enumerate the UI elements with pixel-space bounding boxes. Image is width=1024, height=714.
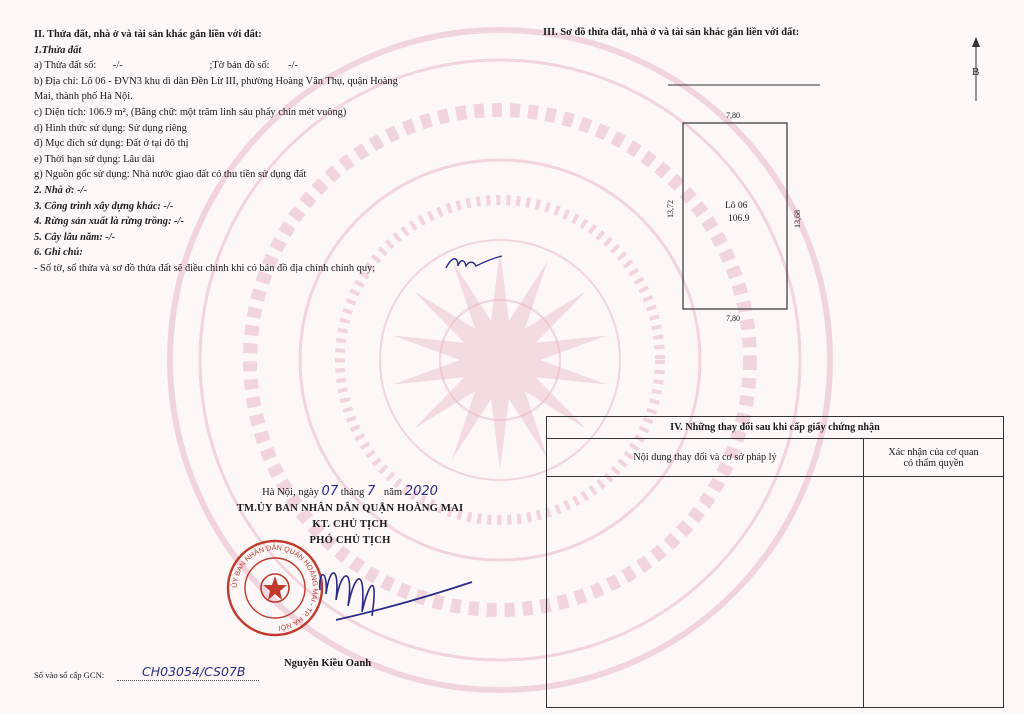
col-content-header: Nội dung thay đổi và cơ sở pháp lý	[547, 439, 864, 477]
right-dimension: 13,68	[793, 210, 802, 228]
north-label: B	[972, 66, 980, 78]
parcel-info	[34, 27, 514, 277]
issuing-org: TM.ỦY BAN NHÂN DÂN QUẬN HOÀNG MAI	[236, 503, 464, 514]
house-row: 2. Nhà ở: -/-	[34, 184, 87, 196]
notes-heading: 6. Ghi chú:	[34, 247, 83, 259]
signer-role: PHÓ CHỦ TỊCH	[309, 535, 391, 546]
changes-table	[546, 416, 1004, 708]
initials-scribble	[444, 252, 504, 274]
top-dimension: 7,80	[726, 111, 740, 120]
parcel-no-label: a) Thửa đất số:	[34, 60, 97, 72]
map-sheet-label: ;Tờ bản đồ số:	[209, 60, 270, 72]
parcel-heading: 1.Thửa đất	[34, 44, 82, 56]
handwritten-signature	[300, 560, 480, 630]
registry-number: CH03054/CS07B	[142, 664, 246, 679]
forest-row: 4. Rừng sản xuất là rừng trồng: -/-	[34, 216, 184, 228]
construction-row: 3. Công trình xây dựng khác: -/-	[34, 200, 174, 212]
area-row: c) Diện tích: 106.9 m², (Bằng chữ: một trăm linh sáu phẩy chín mét vuông)	[34, 106, 347, 118]
bottom-dimension: 7,80	[726, 314, 740, 323]
registry-label: Số vào sổ cấp GCN:	[34, 670, 105, 680]
seal-text: ỦY BAN NHÂN DÂN QUẬN HOÀNG MAI - TP. HÀ NỘI	[229, 542, 321, 633]
use-term-row: e) Thời hạn sử dụng: Lâu dài	[34, 153, 155, 165]
registry-line	[117, 680, 259, 681]
left-dimension: 13,72	[666, 200, 675, 218]
section4-title: IV. Những thay đổi sau khi cấp giấy chứng nhận	[547, 417, 1004, 439]
parcel-no-value: -/-	[112, 60, 123, 72]
map-sheet-value: -/-	[288, 60, 298, 72]
place-date: Hà Nội, ngày 07 tháng 7 năm 2020	[262, 484, 438, 499]
perennial-row: 5. Cây lâu năm: -/-	[34, 231, 116, 243]
changes-approval-cell	[864, 477, 1004, 708]
use-purpose-row: đ) Mục đích sử dụng: Đất ở tại đô thị	[34, 138, 189, 150]
col-approval-header: Xác nhận của cơ quan có thẩm quyền	[864, 439, 1004, 477]
use-form-row: d) Hình thức sử dụng: Sử dụng riêng	[34, 122, 187, 134]
use-origin-row: g) Nguồn gốc sử dụng: Nhà nước giao đất có thu tiền sử dụng đất	[34, 169, 307, 181]
date-year: 2020	[404, 484, 438, 499]
section2-title: II. Thửa đất, nhà ở và tài sản khác gắn liền với đất:	[34, 29, 262, 40]
address-line-2: Mai, thành phố Hà Nội.	[34, 91, 133, 103]
parcel-number-row	[34, 58, 514, 74]
lot-area: 106.9	[728, 214, 750, 224]
signer-name: Nguyễn Kiều Oanh	[284, 658, 372, 669]
date-month: 7	[366, 484, 376, 499]
section3-title: III. Sơ đồ thửa đất, nhà ở và tài sản khác gắn liền với đất:	[543, 27, 800, 38]
kt-title: KT. CHỦ TỊCH	[312, 519, 388, 530]
date-day: 07	[321, 484, 339, 499]
lot-name: Lô 06	[725, 201, 748, 211]
address-line-1: b) Địa chỉ: Lô 06 - ĐVN3 khu di dân Đền Lừ III, phường Hoàng Văn Thụ, quận Hoàng	[34, 75, 398, 87]
notes-text: - Số tờ, số thửa và sơ đồ thửa đất sẽ điều chỉnh khi có bản đồ địa chính chính quy;	[34, 262, 376, 274]
changes-content-cell	[547, 477, 864, 708]
